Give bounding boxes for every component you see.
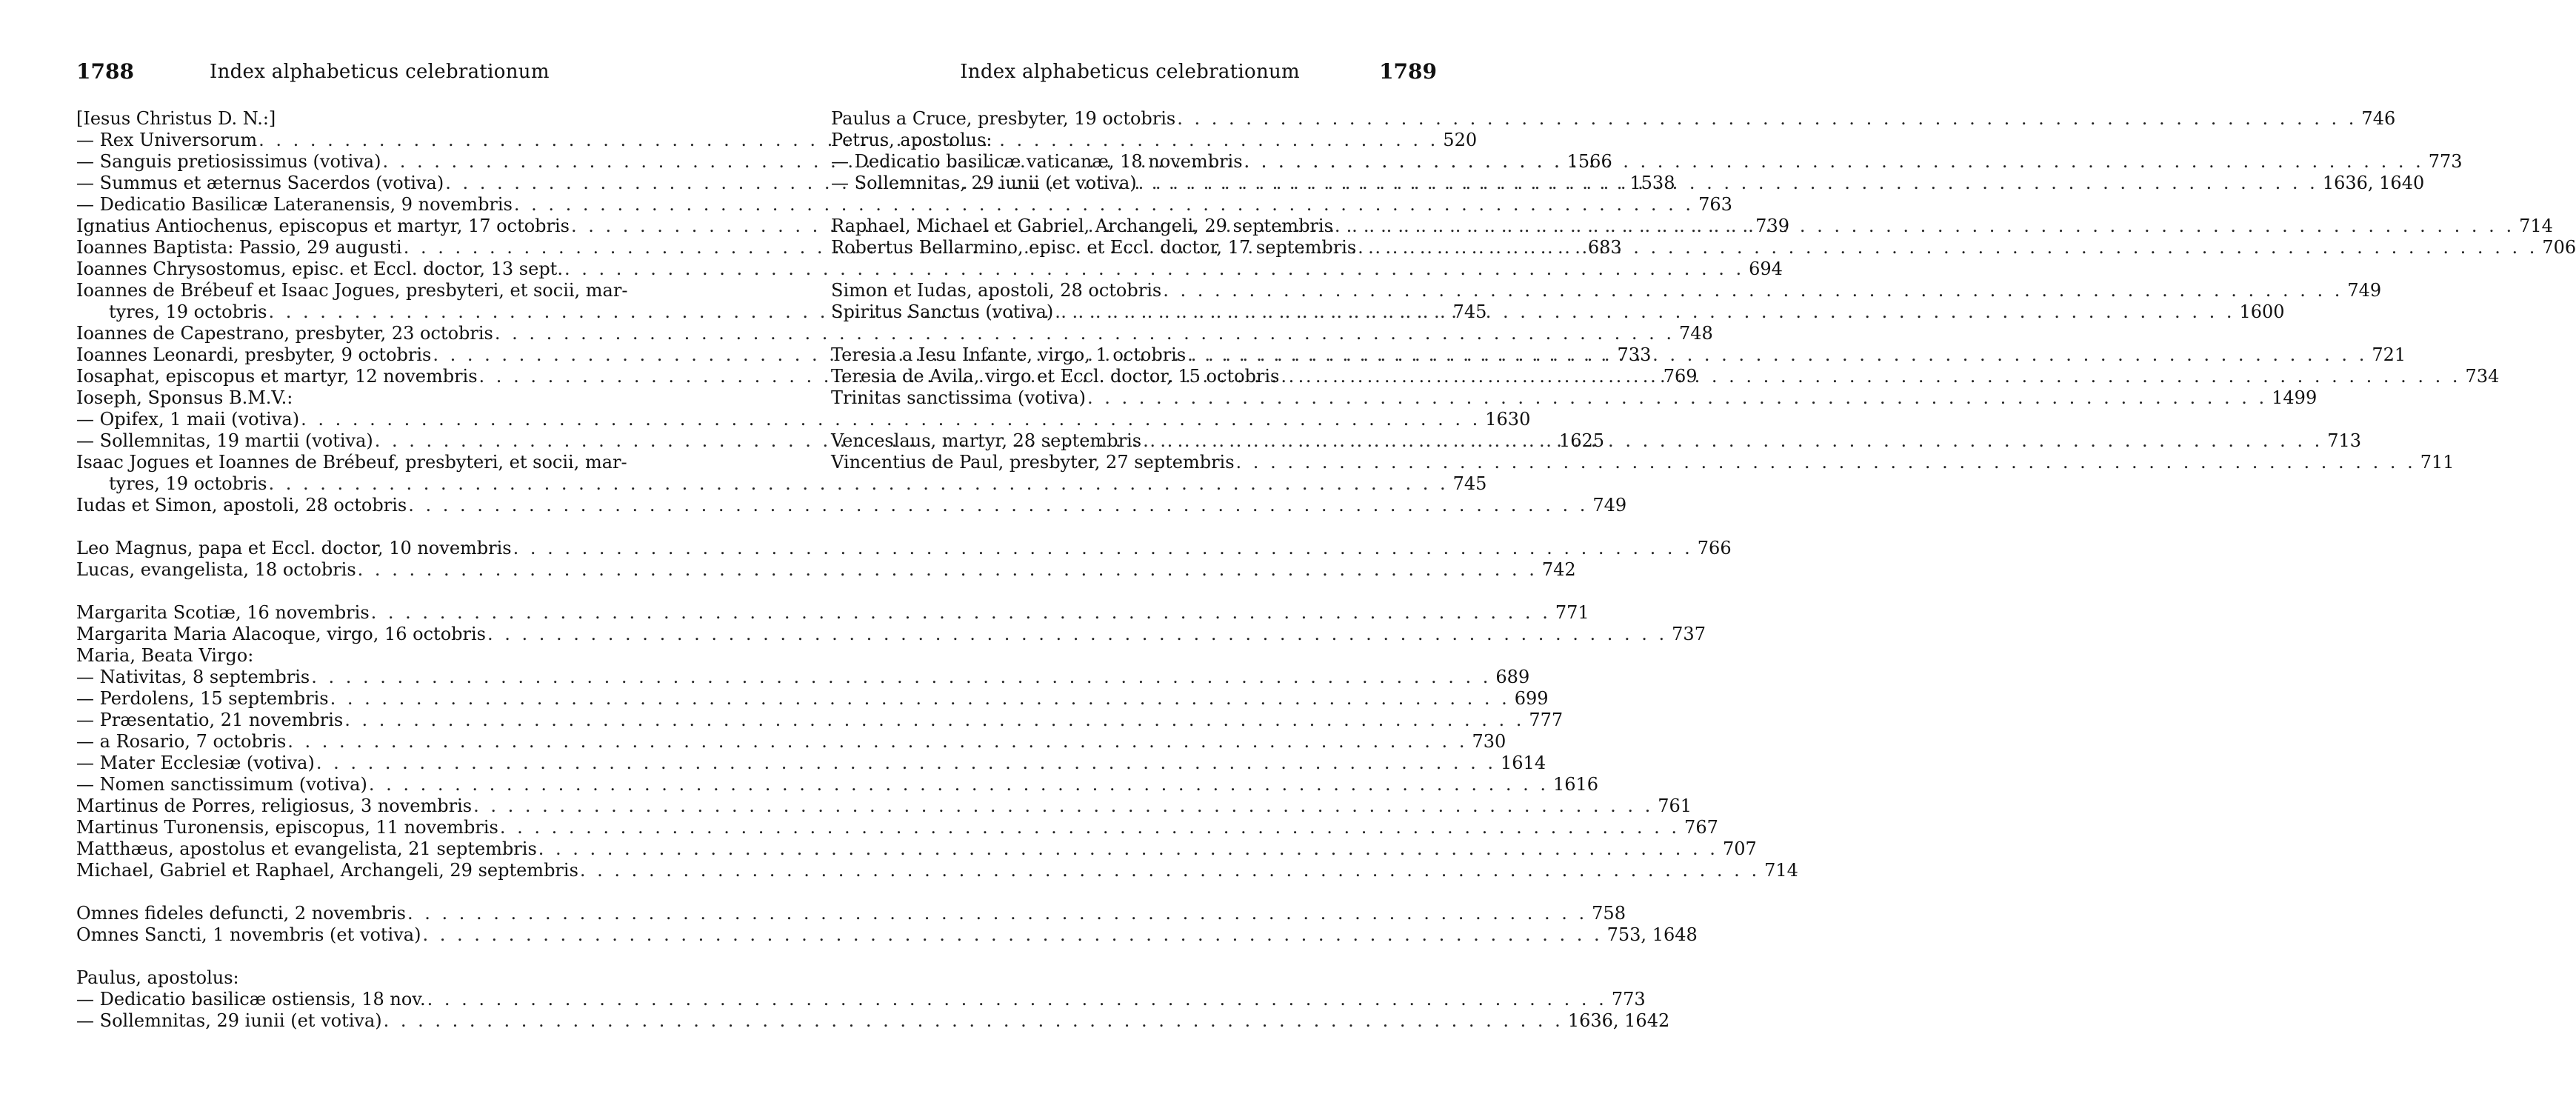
entry-text: tyres, 19 octobris	[109, 473, 267, 494]
entry-page-number: 714	[1764, 860, 1798, 881]
entry-text: Ioannes de Capestrano, presbyter, 23 octobris	[76, 323, 493, 344]
index-entry	[76, 774, 1599, 795]
entry-text: tyres, 19 octobris	[109, 301, 267, 322]
entry-page-number: 1630	[1485, 409, 1531, 430]
index-entry	[76, 452, 684, 473]
entry-text: Isaac Jogues et Ioannes de Brébeuf, presbyteri, et socii, mar-	[76, 452, 627, 473]
entry-text: Martinus Turonensis, episcopus, 11 novembris	[76, 817, 498, 838]
entry-text: Omnes Sancti, 1 novembris (et votiva)	[76, 924, 421, 945]
entry-page-number: 758	[1592, 903, 1626, 924]
entry-gap	[831, 323, 1437, 344]
entry-text: — Sanguis pretiosissimus (votiva)	[76, 151, 381, 172]
entry-page-number: 1625	[1558, 430, 1604, 451]
index-entry	[76, 795, 1692, 817]
entry-page-number: 746	[2361, 108, 2396, 129]
dot-leader	[1279, 366, 2465, 387]
index-entry	[76, 387, 684, 409]
entry-page-number: 1616	[1552, 774, 1599, 795]
index-entry	[76, 967, 684, 989]
index-entry	[76, 903, 1626, 924]
entry-text: Venceslaus, martyr, 28 septembris	[831, 430, 1142, 451]
entry-page-number: 707	[1722, 838, 1757, 859]
entry-page-number: 763	[1698, 194, 1732, 215]
entry-gap	[831, 409, 1437, 430]
entry-text: — Nativitas, 8 septembris	[76, 667, 310, 687]
entry-page-number: 1566	[1566, 151, 1612, 172]
entry-text: Ioannes Leonardi, presbyter, 9 octobris	[76, 344, 432, 365]
entry-text: Robertus Bellarmino, episc. et Eccl. doctor, 17 septembris	[831, 237, 1357, 258]
entry-text: — Sollemnitas, 29 iunii (et votiva)	[831, 173, 1137, 193]
index-entry	[76, 108, 684, 130]
entry-page-number: 777	[1529, 710, 1564, 730]
entry-text: — Opifex, 1 maii (votiva)	[76, 409, 300, 430]
entry-text: — Dedicatio basilicæ ostiensis, 18 nov.	[76, 989, 426, 1010]
entry-page-number: 1538	[1629, 173, 1675, 193]
dot-leader	[1137, 173, 2323, 194]
page-number: 1789	[1379, 59, 1437, 84]
entry-text: Ioannes de Brébeuf et Isaac Jogues, presbyteri, et socii, mar-	[76, 280, 628, 301]
entry-page-number: 734	[2465, 366, 2500, 387]
entry-page-number: 761	[1658, 795, 1692, 816]
entry-text: Maria, Beata Virgo:	[76, 645, 254, 666]
dot-leader	[1243, 151, 2429, 173]
index-entry	[76, 409, 1531, 430]
page-number: 1788	[76, 59, 134, 84]
entry-page-number: 1636, 1640	[2322, 173, 2425, 193]
index-entry	[831, 130, 1437, 151]
index-entry	[831, 108, 2396, 130]
index-entry	[831, 280, 2382, 301]
index-entry	[76, 538, 1732, 559]
entry-text: — Dedicatio Basilicæ Lateranensis, 9 novembris	[76, 194, 513, 215]
entry-text: Matthæus, apostolus et evangelista, 21 septembris	[76, 838, 537, 859]
entry-text: Vincentius de Paul, presbyter, 27 septembris	[831, 452, 1235, 473]
entry-text: — Rex Universorum	[76, 130, 258, 150]
entry-text: — Perdolens, 15 septembris	[76, 688, 329, 709]
index-entry	[76, 924, 1698, 946]
entry-text: Ioannes Baptista: Passio, 29 augusti	[76, 237, 402, 258]
index-entry	[76, 753, 1546, 774]
entry-page-number: 706	[2542, 237, 2576, 258]
entry-page-number: 745	[1452, 473, 1487, 494]
entry-page-number: 745	[1452, 301, 1487, 322]
entry-text: Iudas et Simon, apostoli, 28 octobris	[76, 495, 407, 516]
dot-leader	[1235, 452, 2420, 473]
entry-page-number: 769	[1663, 366, 1698, 387]
entry-page-number: 713	[2327, 430, 2362, 451]
index-entry	[76, 688, 1549, 710]
entry-text: Margarita Maria Alacoque, virgo, 16 octobris	[76, 624, 486, 644]
index-entry	[76, 667, 1530, 688]
entry-page-number: 683	[1587, 237, 1622, 258]
entry-text: Petrus, apostolus:	[831, 130, 992, 150]
dot-leader	[1333, 216, 2519, 237]
entry-text: — Mater Ecclesiæ (votiva)	[76, 753, 315, 773]
entry-text: Raphael, Michael et Gabriel, Archangeli, 29 septembris	[831, 216, 1333, 236]
entry-text: Ignatius Antiochenus, episcopus et martyr, 17 octobris	[76, 216, 570, 236]
index-entry	[76, 817, 1718, 838]
entry-gap	[831, 194, 1437, 216]
entry-gap	[76, 881, 684, 903]
entry-text: Michael, Gabriel et Raphael, Archangeli, 29 septembris	[76, 860, 578, 881]
entry-page-number: 730	[1472, 731, 1506, 752]
entry-page-number: 773	[2428, 151, 2463, 172]
entry-text: — Summus et æternus Sacerdos (votiva)	[76, 173, 444, 193]
entry-text: Margarita Scotiæ, 16 novembris	[76, 602, 370, 623]
entry-text: Leo Magnus, papa et Eccl. doctor, 10 novembris	[76, 538, 512, 558]
entry-text: Paulus a Cruce, presbyter, 19 octobris	[831, 108, 1176, 129]
index-entry	[76, 1010, 1670, 1032]
entry-page-number: 520	[1443, 130, 1478, 150]
entry-text: Teresia a Iesu Infante, virgo, 1 octobris	[831, 344, 1187, 365]
entry-text: Trinitas sanctissima (votiva)	[831, 387, 1086, 408]
index-entry	[76, 838, 1757, 860]
entry-page-number: 689	[1495, 667, 1530, 687]
entry-gap	[831, 258, 1437, 280]
dot-leader	[1141, 430, 2327, 452]
entry-page-number: 1636, 1642	[1567, 1010, 1670, 1031]
entry-page-number: 749	[2347, 280, 2382, 301]
entry-page-number: 767	[1684, 817, 1718, 838]
running-title: Index alphabeticus celebrationum	[210, 61, 550, 83]
entry-page-number: 721	[2372, 344, 2406, 365]
index-entry	[831, 387, 2318, 409]
entry-text: Ioseph, Sponsus B.M.V.:	[76, 387, 293, 408]
index-entry	[76, 602, 1589, 624]
entry-page-number: 737	[1672, 624, 1706, 644]
entry-page-number: 742	[1541, 559, 1576, 580]
index-entry	[831, 452, 2455, 473]
entry-page-number: 773	[1611, 989, 1646, 1010]
entry-text: Iosaphat, episcopus et martyr, 12 novembris	[76, 366, 478, 387]
index-entry	[76, 473, 1487, 495]
entry-gap	[76, 581, 684, 602]
entry-text: Simon et Iudas, apostoli, 28 octobris	[831, 280, 1162, 301]
entry-page-number: 699	[1514, 688, 1549, 709]
entry-text: Spiritus Sanctus (votiva)	[831, 301, 1054, 322]
entry-text: — Dedicatio basilicæ vaticanæ, 18 novembris	[831, 151, 1243, 172]
index-entry	[76, 323, 1713, 344]
index-entry	[76, 710, 1564, 731]
entry-page-number: 733	[1617, 344, 1652, 365]
entry-gap	[76, 946, 684, 967]
entry-text: Omnes fideles defuncti, 2 novembris	[76, 903, 406, 924]
index-entry	[76, 989, 1646, 1010]
index-entry	[76, 731, 1506, 753]
index-entry	[76, 559, 1576, 581]
entry-page-number: 694	[1749, 258, 1783, 279]
entry-text: [Iesus Christus D. N.:]	[76, 108, 276, 129]
right-page-header	[831, 59, 1437, 89]
entry-text: Lucas, evangelista, 18 octobris	[76, 559, 356, 580]
dot-leader	[1086, 387, 2272, 409]
index-entry	[76, 258, 1783, 280]
entry-text: — Præsentatio, 21 novembris	[76, 710, 344, 730]
index-entry	[76, 280, 684, 301]
entry-page-number: 749	[1592, 495, 1627, 516]
entry-gap	[76, 516, 684, 538]
dot-leader	[1186, 344, 2372, 366]
dot-leader	[1175, 108, 2361, 130]
entry-page-number: 1614	[1501, 753, 1546, 773]
index-entry	[76, 645, 684, 667]
entry-page-number: 771	[1555, 602, 1589, 623]
entry-page-number: 1600	[2239, 301, 2285, 322]
index-entry	[76, 624, 1706, 645]
entry-page-number: 714	[2519, 216, 2553, 236]
running-title: Index alphabeticus celebrationum	[960, 61, 1300, 83]
dot-leader	[1161, 280, 2347, 301]
index-entry	[76, 495, 1627, 516]
entry-text: Teresia de Avila, virgo et Eccl. doctor, 15 octobris	[831, 366, 1280, 387]
index-entry	[76, 194, 1732, 216]
entry-text: Ioannes Chrysostomus, episc. et Eccl. doctor, 13 sept.	[76, 258, 563, 279]
entry-page-number: 739	[1755, 216, 1789, 236]
index-entry	[76, 860, 1798, 881]
entry-text: — Nomen sanctissimum (votiva)	[76, 774, 367, 795]
entry-page-number: 766	[1697, 538, 1732, 558]
entry-text: Paulus, apostolus:	[76, 967, 239, 988]
entry-text: — Sollemnitas, 29 iunii (et votiva)	[76, 1010, 382, 1031]
entry-page-number: 1499	[2272, 387, 2318, 408]
entry-page-number: 753, 1648	[1606, 924, 1698, 945]
entry-text: — a Rosario, 7 octobris	[76, 731, 287, 752]
dot-leader	[1356, 237, 2542, 258]
dot-leader	[1053, 301, 2239, 323]
left-page-header	[76, 59, 684, 89]
entry-text: Martinus de Porres, religiosus, 3 novembris	[76, 795, 473, 816]
entry-page-number: 748	[1679, 323, 1713, 344]
entry-text: — Sollemnitas, 19 martii (votiva)	[76, 430, 373, 451]
entry-page-number: 711	[2420, 452, 2455, 473]
